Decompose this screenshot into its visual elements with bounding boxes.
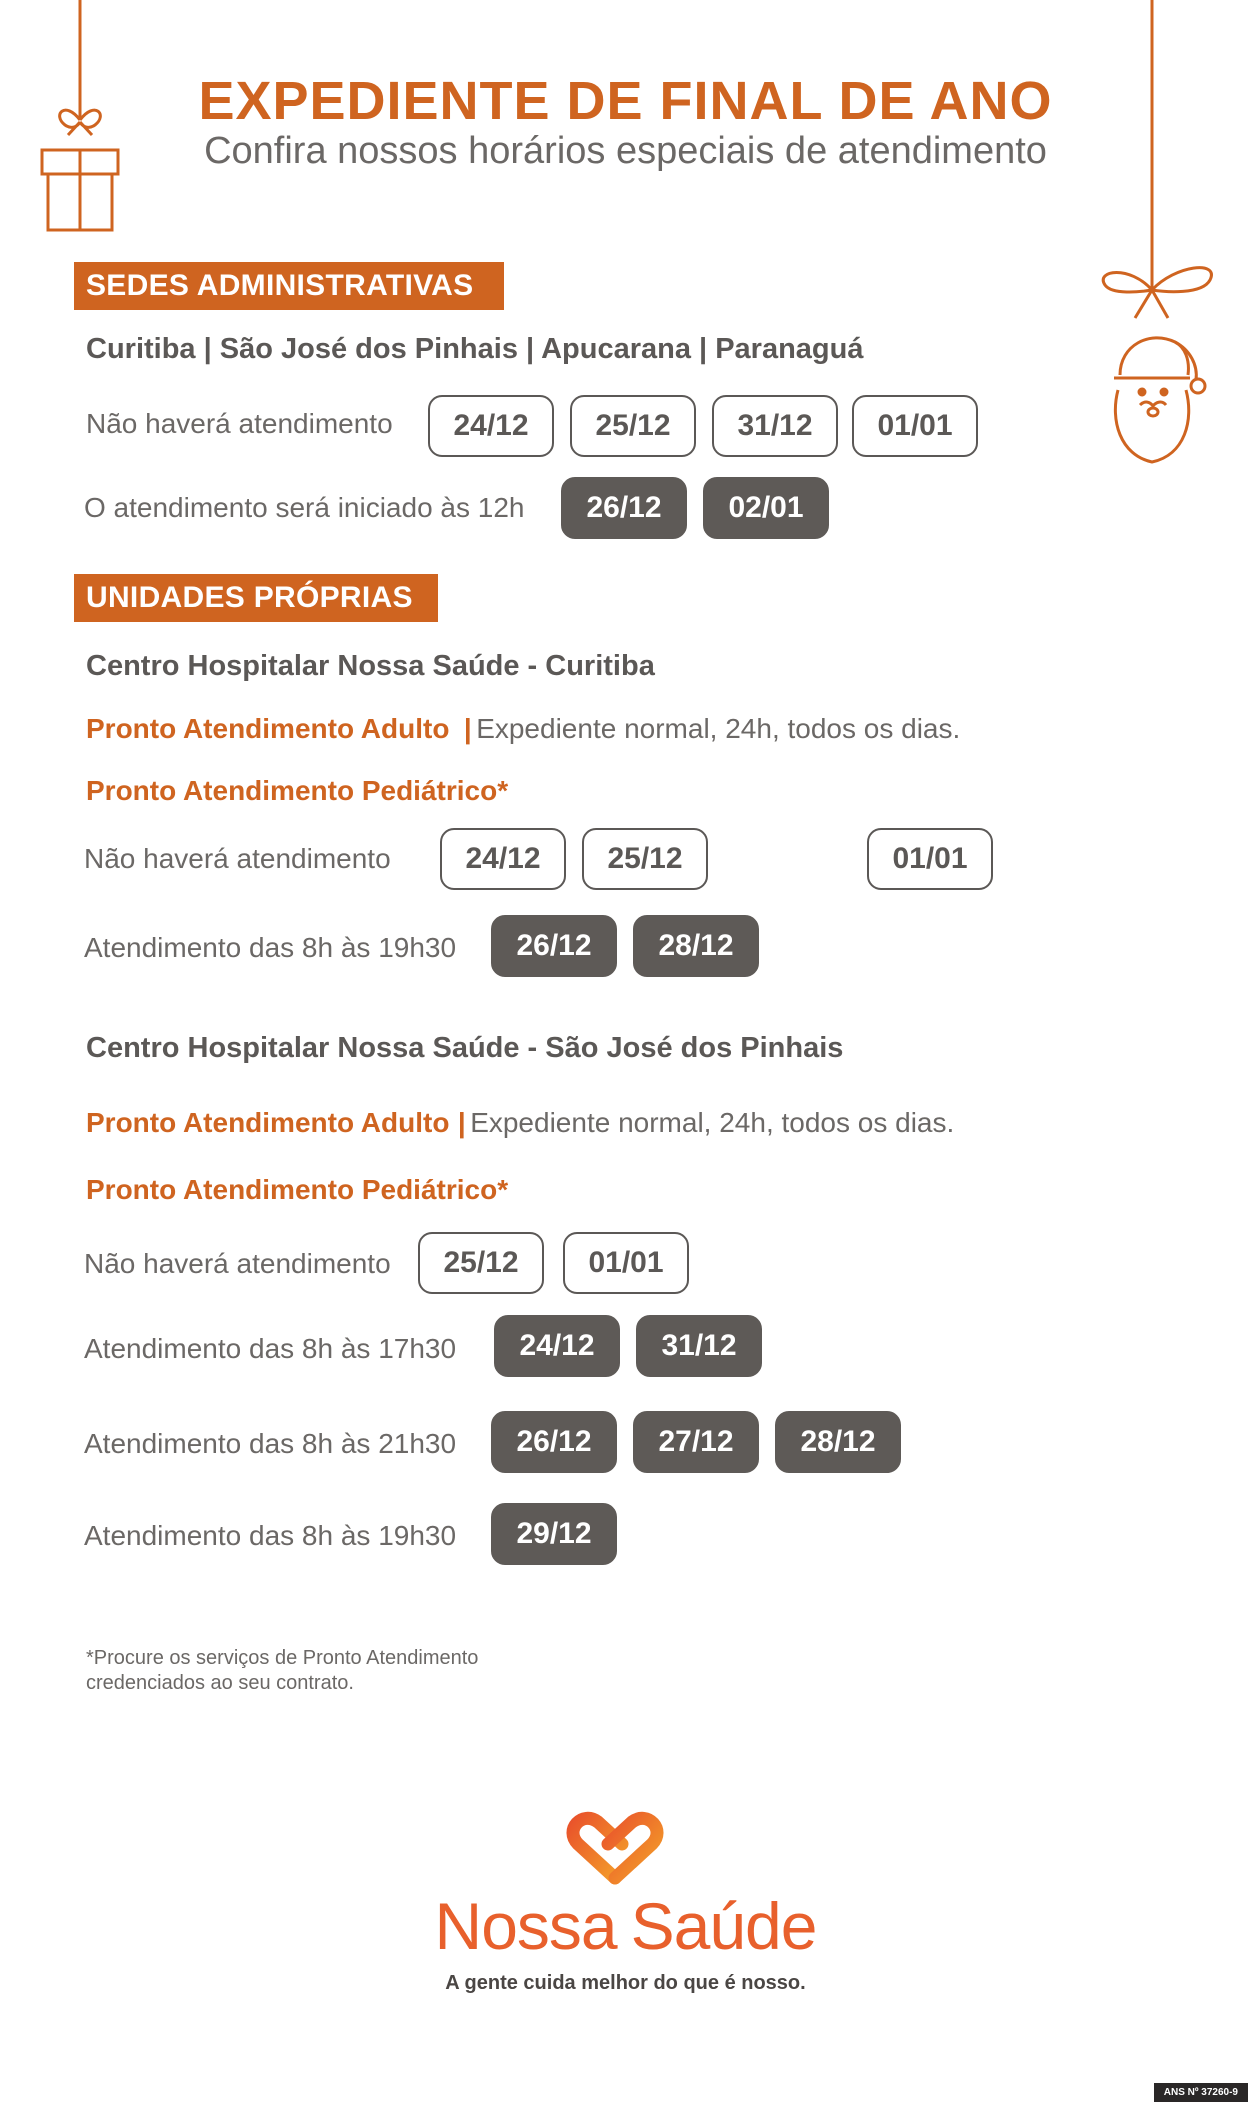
curitiba-closed-label: Não haverá atendimento <box>84 843 391 874</box>
brand-name-part1: Nossa <box>434 1889 617 1963</box>
curitiba-hours-label: Atendimento das 8h às 19h30 <box>84 932 457 963</box>
curitiba-adult-line <box>86 713 960 745</box>
date-pill: 24/12 <box>494 1315 620 1377</box>
adult-text: Expediente normal, 24h, todos os dias. <box>470 1107 955 1138</box>
unit-name-sjp: Centro Hospitalar Nossa Saúde - São José dos Pinhais <box>86 1032 844 1064</box>
date-pill: 26/12 <box>491 1411 617 1473</box>
sjp-closed-label: Não haverá atendimento <box>84 1248 391 1279</box>
date-pill: 28/12 <box>633 915 759 977</box>
sedes-noon-label: O atendimento será iniciado às 12h <box>84 492 525 523</box>
page-subtitle: Confira nossos horários especiais de atendimento <box>204 130 1047 172</box>
brand-name-part2: Saúde <box>630 1889 817 1963</box>
date-pill: 24/12 <box>428 395 554 457</box>
section-heading-unidades: UNIDADES PRÓPRIAS <box>74 574 438 622</box>
adult-text: Expediente normal, 24h, todos os dias. <box>476 713 961 744</box>
date-pill: 01/01 <box>852 395 978 457</box>
date-pill: 25/12 <box>418 1232 544 1294</box>
separator: | <box>463 713 472 744</box>
date-pill: 01/01 <box>563 1232 689 1294</box>
adult-label: Pronto Atendimento Adulto <box>86 1107 450 1138</box>
date-pill: 27/12 <box>633 1411 759 1473</box>
footnote <box>86 1646 478 1696</box>
unit-name-curitiba: Centro Hospitalar Nossa Saúde - Curitiba <box>86 650 655 682</box>
separator: | <box>457 1107 466 1138</box>
sjp-row3-label: Atendimento das 8h às 19h30 <box>84 1520 457 1551</box>
page-title: EXPEDIENTE DE FINAL DE ANO <box>198 71 1053 131</box>
date-pill: 31/12 <box>712 395 838 457</box>
date-pill: 26/12 <box>561 477 687 539</box>
adult-label: Pronto Atendimento Adulto <box>86 713 450 744</box>
date-pill: 25/12 <box>582 828 708 890</box>
sjp-row1-label: Atendimento das 8h às 17h30 <box>84 1333 457 1364</box>
date-pill: 28/12 <box>775 1411 901 1473</box>
heart-link-icon <box>560 1808 670 1886</box>
ans-registration-badge: ANS Nº 37260-9 <box>1154 2083 1248 2102</box>
sedes-cities: Curitiba | São José dos Pinhais | Apucarana | Paranaguá <box>86 333 864 365</box>
sjp-adult-line <box>86 1107 954 1139</box>
footnote-line-2: credenciados ao seu contrato. <box>86 1672 354 1694</box>
brand-wordmark <box>0 1888 1251 1964</box>
date-pill: 25/12 <box>570 395 696 457</box>
date-pill: 31/12 <box>636 1315 762 1377</box>
date-pill: 24/12 <box>440 828 566 890</box>
footnote-line-1: *Procure os serviços de Pronto Atendimento <box>86 1647 479 1669</box>
sedes-closed-label: Não haverá atendimento <box>86 408 393 439</box>
brand-tagline: A gente cuida melhor do que é nosso. <box>445 1972 806 1994</box>
date-pill: 02/01 <box>703 477 829 539</box>
section-heading-sedes: SEDES ADMINISTRATIVAS <box>74 262 504 310</box>
pediatric-label: Pronto Atendimento Pediátrico* <box>86 775 509 806</box>
pediatric-label: Pronto Atendimento Pediátrico* <box>86 1174 509 1205</box>
sjp-row2-label: Atendimento das 8h às 21h30 <box>84 1428 457 1459</box>
date-pill: 26/12 <box>491 915 617 977</box>
date-pill: 29/12 <box>491 1503 617 1565</box>
date-pill: 01/01 <box>867 828 993 890</box>
